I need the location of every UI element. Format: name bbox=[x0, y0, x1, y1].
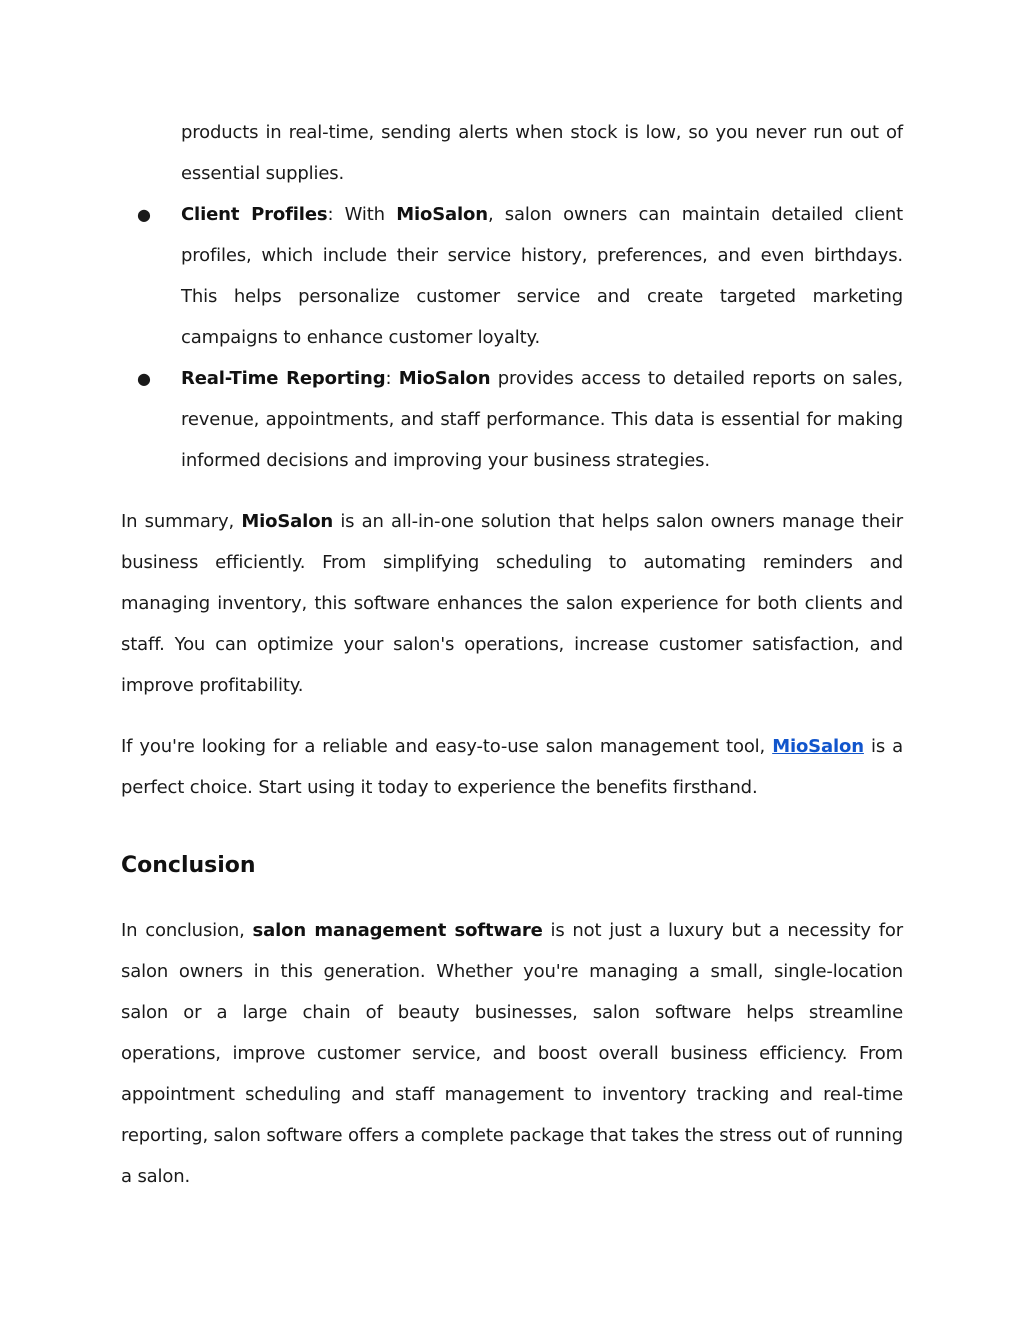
cta-paragraph bbox=[121, 726, 903, 808]
feature-list bbox=[121, 112, 903, 481]
list-item-client-profiles bbox=[121, 194, 903, 358]
continued-text: products in real-time, sending alerts when stock is low, so you never run out of essential supplies. bbox=[181, 122, 903, 184]
real-time-reporting-brand: MioSalon bbox=[398, 368, 491, 389]
real-time-reporting-title: Real-Time Reporting bbox=[181, 368, 386, 389]
real-time-reporting-text: provides access to detailed reports on sales, revenue, appointments, and staff performance. This data is essential for making informed decisions and improving your business strategies. bbox=[181, 368, 903, 471]
real-time-reporting-separator: : bbox=[385, 368, 399, 389]
client-profiles-title: Client Profiles bbox=[181, 204, 328, 225]
list-item-real-time-reporting bbox=[121, 358, 903, 481]
conclusion-lead: In conclusion, bbox=[121, 920, 253, 941]
conclusion-bold: salon management software bbox=[252, 920, 543, 941]
bullet-icon: ● bbox=[137, 205, 151, 224]
document-content bbox=[121, 112, 903, 1197]
summary-text: is an all-in-one solution that helps salon owners manage their business efficiently. From simplifying scheduling to automating reminders and managing inventory, this software enhances the salon experience for both clients and staff. You can optimize your salon's operations, increase customer satisfaction, and improve profitability. bbox=[121, 511, 903, 696]
summary-lead: In summary, bbox=[121, 511, 242, 532]
miosalon-link[interactable]: MioSalon bbox=[772, 736, 864, 757]
summary-paragraph bbox=[121, 501, 903, 706]
conclusion-text: is not just a luxury but a necessity for salon owners in this generation. Whether you're managing a small, single-location salon or a large chain of beauty businesses, salon software helps streamline operations, improve customer service, and boost overall business efficiency. From appointment scheduling and staff management to inventory tracking and real-time reporting, salon software offers a complete package that takes the stress out of running a salon. bbox=[121, 920, 903, 1187]
list-item-continued bbox=[121, 112, 903, 194]
cta-lead: If you're looking for a reliable and easy-to-use salon management tool, bbox=[121, 736, 773, 757]
summary-brand: MioSalon bbox=[241, 511, 334, 532]
bullet-icon: ● bbox=[137, 369, 151, 388]
client-profiles-brand: MioSalon bbox=[396, 204, 488, 225]
cta-text: is a perfect choice. Start using it today to experience the benefits firsthand. bbox=[121, 736, 904, 798]
client-profiles-text: , salon owners can maintain detailed client profiles, which include their service history, preferences, and even birthdays. This helps personalize customer service and create targeted marketing campaigns to enhance customer loyalty. bbox=[181, 204, 904, 348]
conclusion-paragraph bbox=[121, 910, 903, 1197]
conclusion-heading: Conclusion bbox=[121, 853, 256, 878]
client-profiles-separator: : With bbox=[327, 204, 397, 225]
